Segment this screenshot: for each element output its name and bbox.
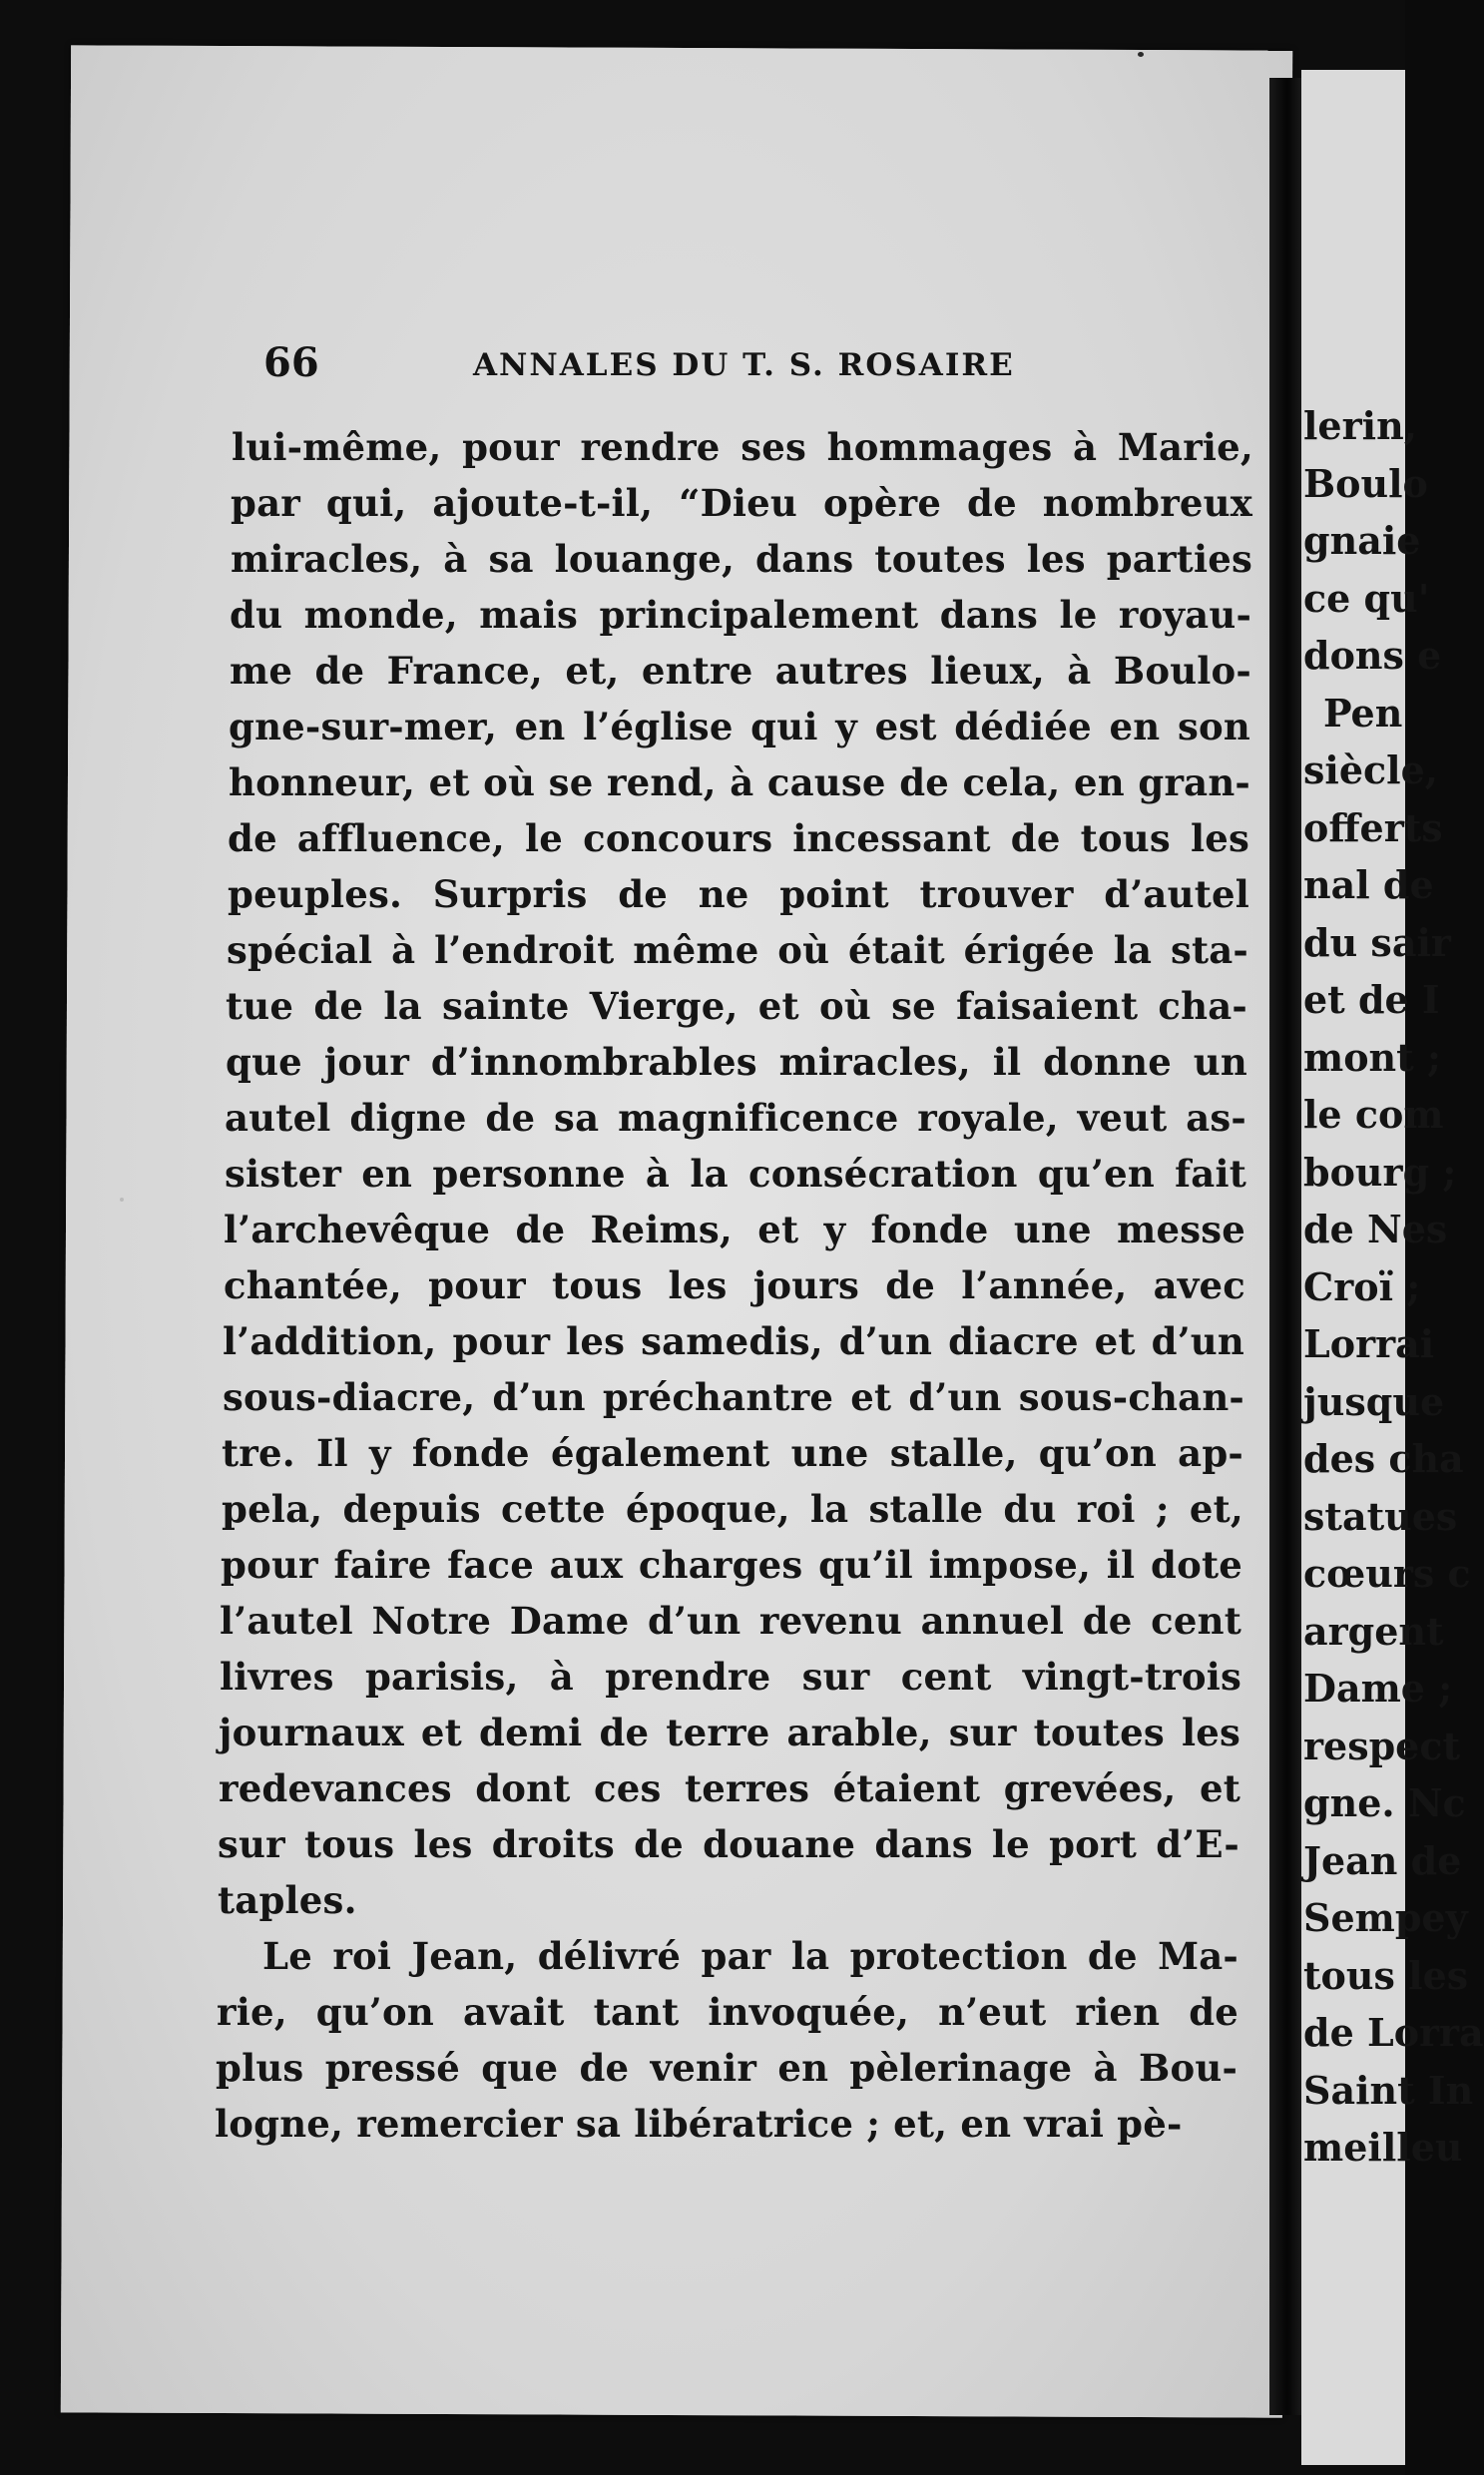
text-line: du monde, mais principalement dans le royau-	[230, 593, 1251, 637]
facing-text-line: respect	[1303, 1723, 1461, 1768]
facing-text-line: dons e	[1303, 633, 1442, 678]
facing-page	[1301, 70, 1484, 2465]
facing-text-line: de Lorra	[1303, 2010, 1484, 2055]
facing-text-line: bourg ;	[1303, 1149, 1457, 1195]
facing-text-line: siècle,	[1303, 747, 1438, 792]
text-line: redevances dont ces terres étaient grevées, et	[219, 1766, 1240, 1810]
text-line: Le roi Jean, délivré par la protection de Ma-	[262, 1934, 1238, 1978]
facing-text-line: le com	[1303, 1092, 1444, 1137]
text-line: tre. Il y fonde également une stalle, qu’on ap-	[222, 1431, 1243, 1475]
text-line: rie, qu’on avait tant invoquée, n’eut rien de	[217, 1990, 1238, 2034]
page-number: 66	[263, 339, 319, 386]
text-line: tue de la sainte Vierge, et où se faisaient cha-	[226, 984, 1247, 1028]
text-line: logne, remercier sa libératrice ; et, en vrai pè-	[215, 2102, 1183, 2146]
facing-text-line: Croï ;	[1303, 1263, 1421, 1309]
facing-text-line: de Nes	[1303, 1207, 1448, 1251]
facing-text-line: mont ;	[1303, 1034, 1441, 1080]
text-line: gne-sur-mer, en l’église qui y est dédiée en son	[229, 705, 1250, 748]
facing-text-line: Lorrai	[1303, 1321, 1435, 1366]
facing-text-line: et de I	[1303, 977, 1440, 1022]
facing-text-line: nal de	[1303, 862, 1434, 907]
facing-text-line: Saint In	[1303, 2067, 1474, 2113]
text-line: spécial à l’endroit même où était érigée la sta-	[227, 928, 1248, 972]
facing-text-line: Boulo	[1303, 460, 1428, 506]
facing-text-line: cœurs c	[1303, 1551, 1471, 1596]
text-line: sister en personne à la consécration qu’en fait	[225, 1152, 1246, 1196]
text-line: l’autel Notre Dame d’un revenu annuel de cent	[220, 1599, 1241, 1643]
facing-text-line: offerts	[1303, 804, 1443, 850]
text-line: honneur, et où se rend, à cause de cela, en gran-	[229, 760, 1250, 804]
text-line: pour faire face aux charges qu’il impose, il dote	[221, 1543, 1242, 1587]
facing-text-line: tous les	[1303, 1952, 1469, 1998]
dust-speck	[120, 1198, 124, 1202]
text-line: autel digne de sa magnificence royale, veut as-	[225, 1096, 1246, 1140]
facing-text-line: Sempey	[1303, 1895, 1468, 1940]
page-header	[263, 339, 1062, 399]
text-line: l’addition, pour les samedis, d’un diacre et d’un	[223, 1319, 1244, 1363]
facing-text-line: statues	[1303, 1493, 1458, 1539]
facing-text-line: jusque	[1303, 1378, 1445, 1424]
facing-text-line: du sair	[1303, 919, 1451, 965]
dust-speck	[1138, 52, 1144, 57]
text-line: sous-diacre, d’un préchantre et d’un sous-chan-	[223, 1375, 1244, 1419]
text-line: par qui, ajoute-t-il, “Dieu opère de nombreux	[231, 481, 1252, 525]
text-line: chantée, pour tous les jours de l’année, avec	[224, 1263, 1245, 1307]
text-line: peuples. Surpris de ne point trouver d’autel	[228, 872, 1249, 916]
facing-text-line: des cha	[1303, 1436, 1464, 1481]
text-line: l’archevêque de Reims, et y fonde une messe	[224, 1208, 1245, 1251]
text-line: plus pressé que de venir en pèlerinage à Bou-	[216, 2046, 1237, 2090]
facing-text-line: meilleu	[1303, 2125, 1463, 2170]
book-gutter	[1269, 78, 1305, 2415]
facing-text-line: gnaie	[1303, 518, 1421, 563]
text-line: livres parisis, à prendre sur cent vingt-trois	[220, 1655, 1241, 1699]
text-line: que jour d’innombrables miracles, il donne un	[226, 1040, 1247, 1084]
text-line: sur tous les droits de douane dans le port d’E-	[218, 1822, 1239, 1866]
text-line: me de France, et, entre autres lieux, à Boulo-	[230, 649, 1251, 693]
text-line: miracles, à sa louange, dans toutes les parties	[231, 537, 1252, 581]
facing-text-line: Dame ;	[1303, 1666, 1453, 1711]
text-line: pela, depuis cette époque, la stalle du roi ; et,	[222, 1487, 1243, 1531]
facing-text-line: Jean de	[1303, 1837, 1462, 1883]
facing-text-line: argent	[1303, 1608, 1444, 1654]
facing-text-line: gne. Nc	[1303, 1780, 1466, 1825]
facing-text-line: lerin,	[1303, 403, 1417, 448]
text-line: de affluence, le concours incessant de tous les	[228, 816, 1249, 860]
text-line: lui-même, pour rendre ses hommages à Marie,	[232, 425, 1253, 469]
running-title: ANNALES DU T. S. ROSAIRE	[473, 347, 1015, 383]
text-line: taples.	[218, 1878, 357, 1922]
facing-text-line: ce qu'	[1303, 575, 1430, 621]
text-line: journaux et demi de terre arable, sur toutes les	[219, 1711, 1240, 1754]
facing-text-line: Pen	[1323, 690, 1403, 736]
